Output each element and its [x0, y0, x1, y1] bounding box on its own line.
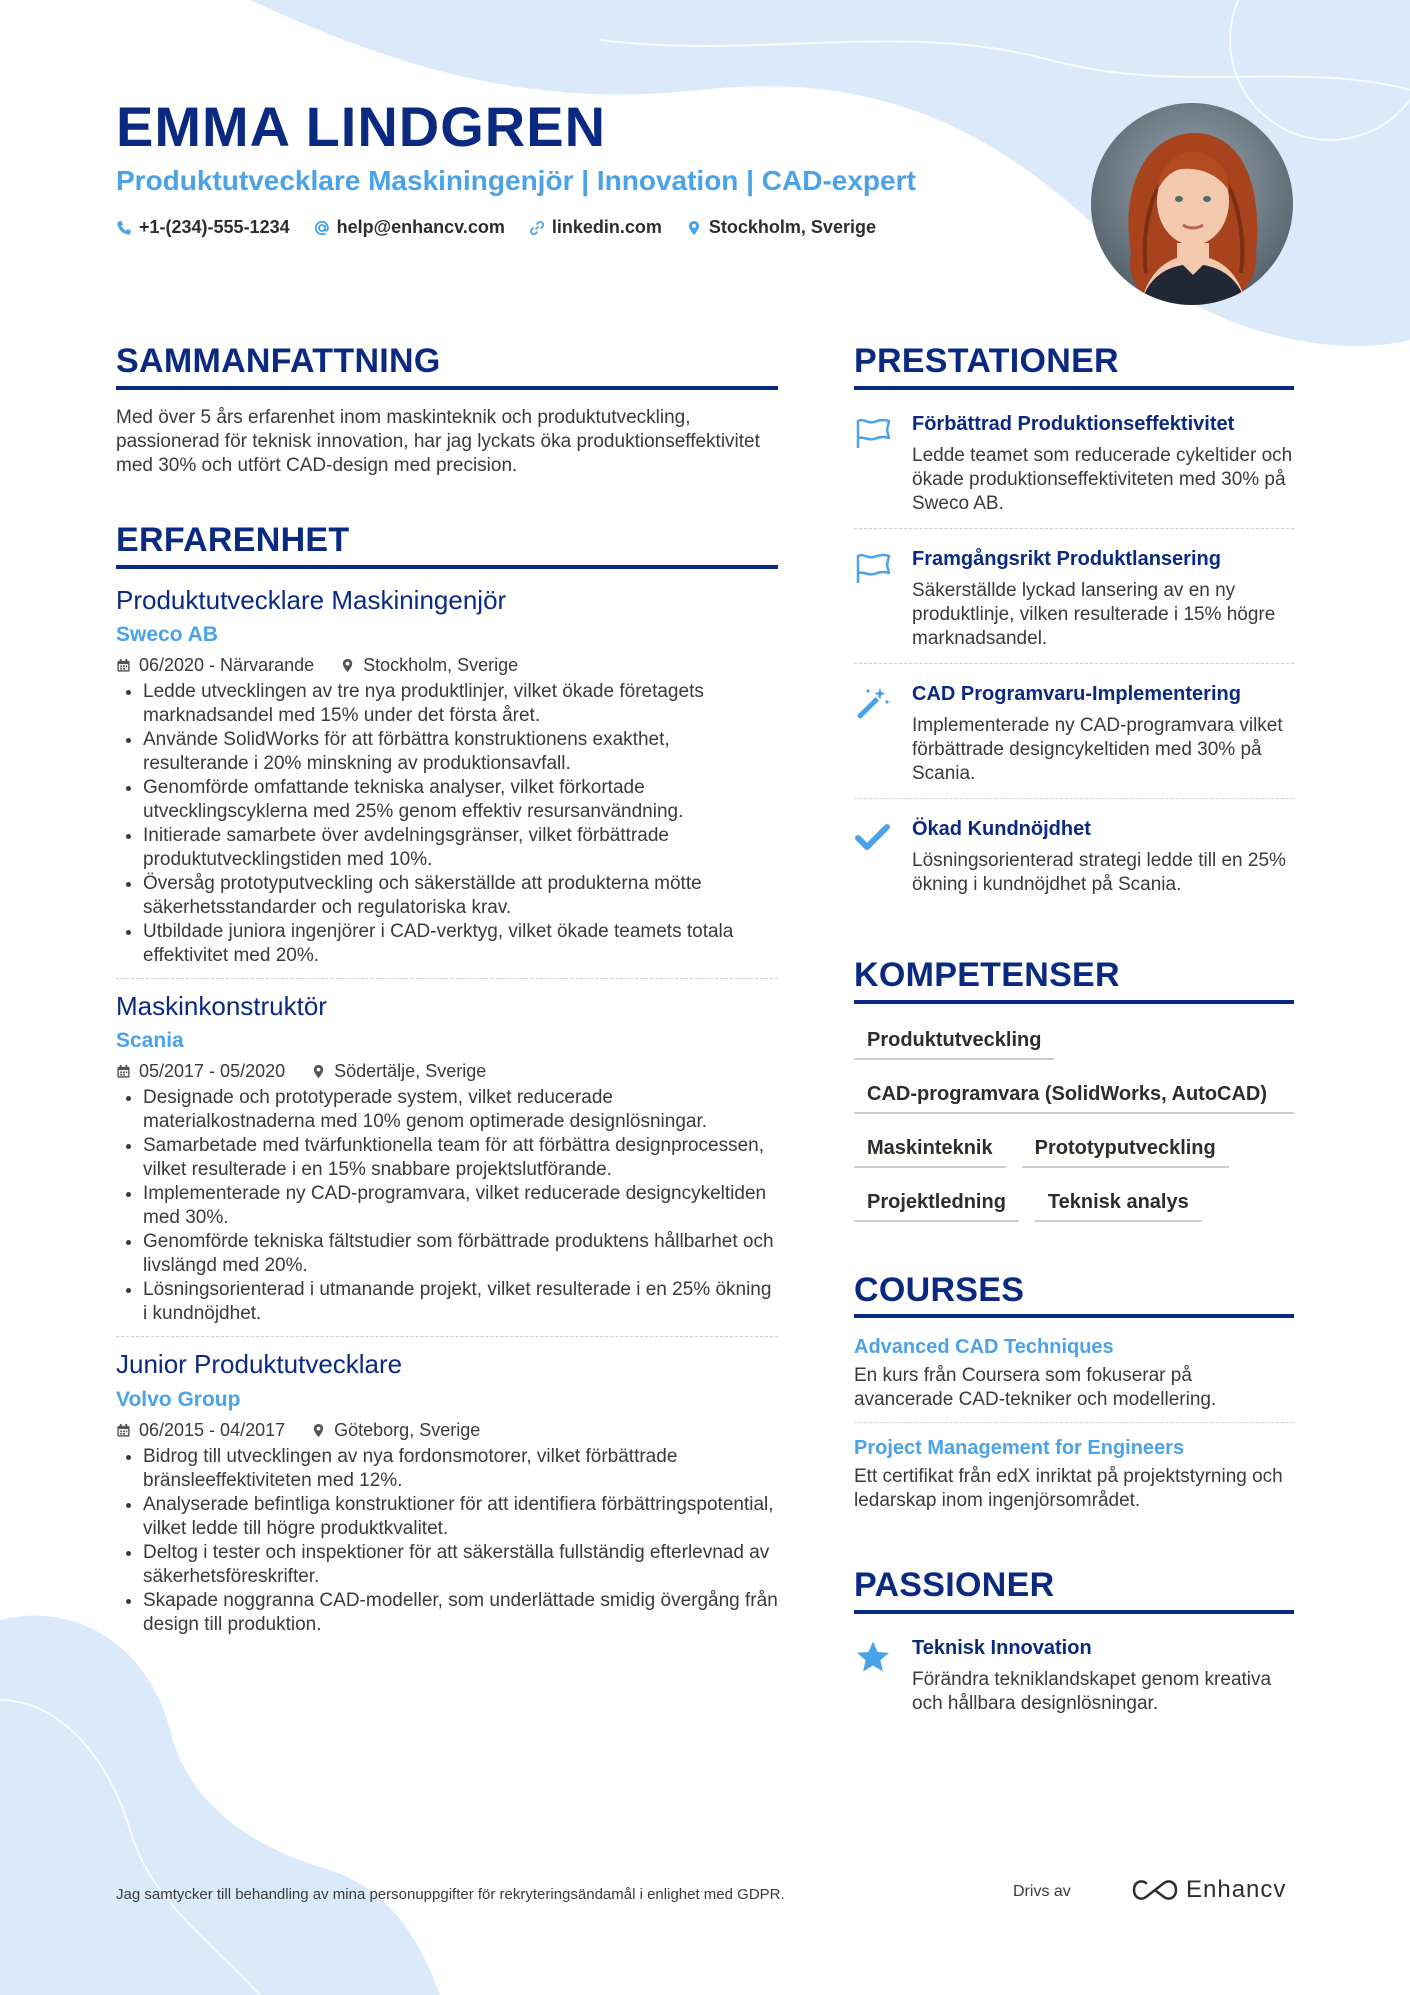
- passion-title: Teknisk Innovation: [912, 1637, 1092, 1660]
- course-desc: Ett certifikat från edX inriktat på projektstyrning och ledarskap inom ingenjörsområdet.: [854, 1466, 1283, 1512]
- job-bullet: • Använde SolidWorks för att förbättra konstruktionens exakthet, resulterande i 20% minskning av produktionsavfall.: [143, 728, 778, 776]
- powered-by-label: Drivs av: [1013, 1883, 1071, 1900]
- job-location-text: Göteborg, Sverige: [334, 1419, 481, 1440]
- skill-tag: Projektledning: [854, 1182, 1019, 1222]
- passion-item: [854, 1630, 1294, 1728]
- job-meta: [116, 1420, 778, 1441]
- job-bullet: • Designade och prototyperade system, vilket reducerade materialkostnaderna med 10% genom optimerade designlösningar.: [143, 1086, 778, 1134]
- link-icon: [529, 220, 545, 236]
- job-bullets: [116, 680, 778, 968]
- star-icon: [854, 1640, 892, 1674]
- job-bullet: • Deltog i tester och inspektioner för att säkerställa fullständig efterlevnad av säkerhetsföreskrifter.: [143, 1541, 778, 1589]
- achievement-desc: Implementerade ny CAD-programvara vilket förbättrade designcykeltiden med 30% på Scania.: [912, 714, 1283, 784]
- achievement-item: [854, 406, 1294, 529]
- achievement-title: Framgångsrikt Produktlansering: [912, 547, 1221, 570]
- magic-wand-icon: [854, 686, 892, 720]
- contact-location: [686, 217, 876, 238]
- achievement-desc: Säkerställde lyckad lansering av en ny produktlinje, vilken resulterade i 15% högre marknadsandel.: [912, 579, 1276, 649]
- job-title: Produktutvecklare Maskiningenjör: [116, 584, 507, 615]
- calendar-icon: [116, 1423, 131, 1438]
- profile-photo: [1091, 103, 1293, 305]
- flag-icon: [854, 551, 892, 585]
- course-desc: En kurs från Coursera som fokuserar på avancerade CAD-tekniker och modellering.: [854, 1365, 1217, 1411]
- achievement-item: [854, 541, 1294, 664]
- location-pin-icon: [311, 1064, 326, 1079]
- job-dates-text: 05/2017 - 05/2020: [139, 1061, 286, 1082]
- enhancv-logo[interactable]: [1132, 1876, 1286, 1904]
- job-title: Junior Produktutvecklare: [116, 1349, 403, 1380]
- job-bullet: • Initierade samarbete över avdelningsgränser, vilket förbättrade produktutvecklingstiden med 10%.: [143, 824, 778, 872]
- location-pin-icon: [686, 220, 702, 236]
- course-item: [854, 1435, 1294, 1523]
- job-location: [340, 655, 518, 676]
- skill-tag: CAD-programvara (SolidWorks, AutoCAD): [854, 1074, 1294, 1114]
- skill-tag: Maskinteknik: [854, 1128, 1006, 1168]
- contact-phone[interactable]: [116, 217, 290, 238]
- job-title: Maskinkonstruktör: [116, 990, 327, 1021]
- job-location: [311, 1061, 486, 1082]
- job-dates-text: 06/2020 - Närvarande: [139, 654, 315, 675]
- job-meta: [116, 1061, 778, 1082]
- achievement-item: [854, 676, 1294, 799]
- location-pin-icon: [340, 658, 355, 673]
- passion-desc: Förändra tekniklandskapet genom kreativa och hållbara designlösningar.: [912, 1669, 1272, 1715]
- achievement-title: Förbättrad Produktionseffektivitet: [912, 412, 1235, 435]
- calendar-icon: [116, 1064, 131, 1079]
- skill-tag: Produktutveckling: [854, 1020, 1054, 1060]
- job-bullet: • Genomförde omfattande tekniska analyser, vilket förkortade utvecklingscyklerna med 25% genom effektiv resursanvändning.: [143, 776, 778, 824]
- job-dates: [116, 1061, 285, 1082]
- at-icon: [314, 220, 330, 236]
- job-entry: [116, 991, 778, 1337]
- candidate-name: EMMA LINDGREN: [116, 95, 607, 158]
- skill-tag: Prototyputveckling: [1022, 1128, 1229, 1168]
- skill-tag: Teknisk analys: [1035, 1182, 1202, 1222]
- enhancv-logo-icon: [1132, 1877, 1178, 1903]
- achievements-heading: PRESTATIONER: [854, 341, 1294, 390]
- candidate-tagline: Produktutvecklare Maskiningenjör | Innovation | CAD-expert: [116, 165, 916, 196]
- location-pin-icon: [311, 1423, 326, 1438]
- brand-name: Enhancv: [1186, 1876, 1287, 1903]
- courses-list: [854, 1334, 1294, 1523]
- job-entry: [116, 1349, 778, 1646]
- phone-text: +1-(234)-555-1234: [139, 217, 290, 237]
- summary-heading: SAMMANFATTNING: [116, 341, 778, 390]
- job-entry: [116, 585, 778, 979]
- job-location: [311, 1420, 480, 1441]
- job-company: Volvo Group: [116, 1387, 241, 1411]
- job-bullet: • Analyserade befintliga konstruktioner för att identifiera förbättringspotential, vilket ledde till högre produktkvalitet.: [143, 1493, 778, 1541]
- job-company: Scania: [116, 1029, 184, 1053]
- job-bullet: • Ledde utvecklingen av tre nya produktlinjer, vilket ökade företagets marknadsandel med 15% under det första året.: [143, 680, 778, 728]
- job-meta: [116, 655, 778, 676]
- checkmark-icon: [854, 821, 892, 855]
- right-column: [854, 341, 1294, 1740]
- job-dates: [116, 1420, 285, 1441]
- passions-heading: PASSIONER: [854, 1565, 1294, 1614]
- job-bullet: • Utbildade juniora ingenjörer i CAD-verktyg, vilket ökade teamets totala effektivitet med 20%.: [143, 920, 778, 968]
- contact-email[interactable]: [314, 217, 505, 238]
- job-dates-text: 06/2015 - 04/2017: [139, 1419, 286, 1440]
- job-bullet: • Samarbetade med tvärfunktionella team för att förbättra designprocessen, vilket resulterade i en 15% snabbare projektslutförande.: [143, 1134, 778, 1182]
- job-bullets: [116, 1086, 778, 1326]
- left-column: [116, 341, 778, 1659]
- achievement-title: CAD Programvaru-Implementering: [912, 682, 1241, 705]
- job-bullet: • Skapade noggranna CAD-modeller, som underlättade smidig övergång från design till produktion.: [143, 1589, 778, 1637]
- job-bullet: • Lösningsorienterad i utmanande projekt, vilket resulterade i en 25% ökning i kundnöjdhet.: [143, 1278, 778, 1326]
- course-item: [854, 1334, 1294, 1423]
- contact-bar: [116, 217, 876, 238]
- phone-icon: [116, 220, 132, 236]
- job-location-text: Södertälje, Sverige: [334, 1061, 487, 1082]
- achievement-desc: Lösningsorienterad strategi ledde till en 25% ökning i kundnöjdhet på Scania.: [912, 849, 1286, 895]
- flag-icon: [854, 416, 892, 450]
- course-title: Project Management for Engineers: [854, 1437, 1185, 1460]
- summary-text: Med över 5 års erfarenhet inom maskinteknik och produktutveckling, passionerad för teknisk innovation, har jag lyckats öka produktionseffektivitet med 30% och utfört CAD-design med precision.: [116, 406, 760, 476]
- job-company: Sweco AB: [116, 622, 218, 646]
- skills-list: [854, 1020, 1294, 1222]
- contact-linkedin[interactable]: [529, 217, 662, 238]
- gdpr-consent: Jag samtycker till behandling av mina personuppgifter för rekryteringsändamål i enlighet med GDPR.: [116, 1886, 785, 1903]
- job-bullet: • Genomförde tekniska fältstudier som förbättrade produktens hållbarhet och livslängd med 20%.: [143, 1230, 778, 1278]
- email-text: help@enhancv.com: [336, 217, 505, 237]
- achievements-list: [854, 406, 1294, 909]
- job-bullet: • Implementerade ny CAD-programvara, vilket reducerade designcykeltiden med 30%.: [143, 1182, 778, 1230]
- calendar-icon: [116, 658, 131, 673]
- skills-heading: KOMPETENSER: [854, 955, 1294, 1004]
- job-dates: [116, 655, 314, 676]
- job-bullet: • Bidrog till utvecklingen av nya fordonsmotorer, vilket förbättrade bränsleeffektiviteten med 12%.: [143, 1445, 778, 1493]
- course-title: Advanced CAD Techniques: [854, 1336, 1114, 1359]
- achievement-desc: Ledde teamet som reducerade cykeltider och ökade produktionseffektiviteten med 30% på Sweco AB.: [912, 444, 1293, 514]
- courses-heading: COURSES: [854, 1270, 1294, 1319]
- job-bullet: • Översåg prototyputveckling och säkerställde att produkterna mötte säkerhetsstandarder och regulatoriska krav.: [143, 872, 778, 920]
- job-location-text: Stockholm, Sverige: [363, 654, 519, 675]
- location-text: Stockholm, Sverige: [708, 217, 876, 237]
- experience-heading: ERFARENHET: [116, 520, 778, 569]
- job-bullets: [116, 1445, 778, 1637]
- achievement-title: Ökad Kundnöjdhet: [912, 817, 1091, 840]
- portrait-illustration: [1091, 103, 1293, 305]
- linkedin-text: linkedin.com: [551, 217, 662, 237]
- achievement-item: [854, 811, 1294, 909]
